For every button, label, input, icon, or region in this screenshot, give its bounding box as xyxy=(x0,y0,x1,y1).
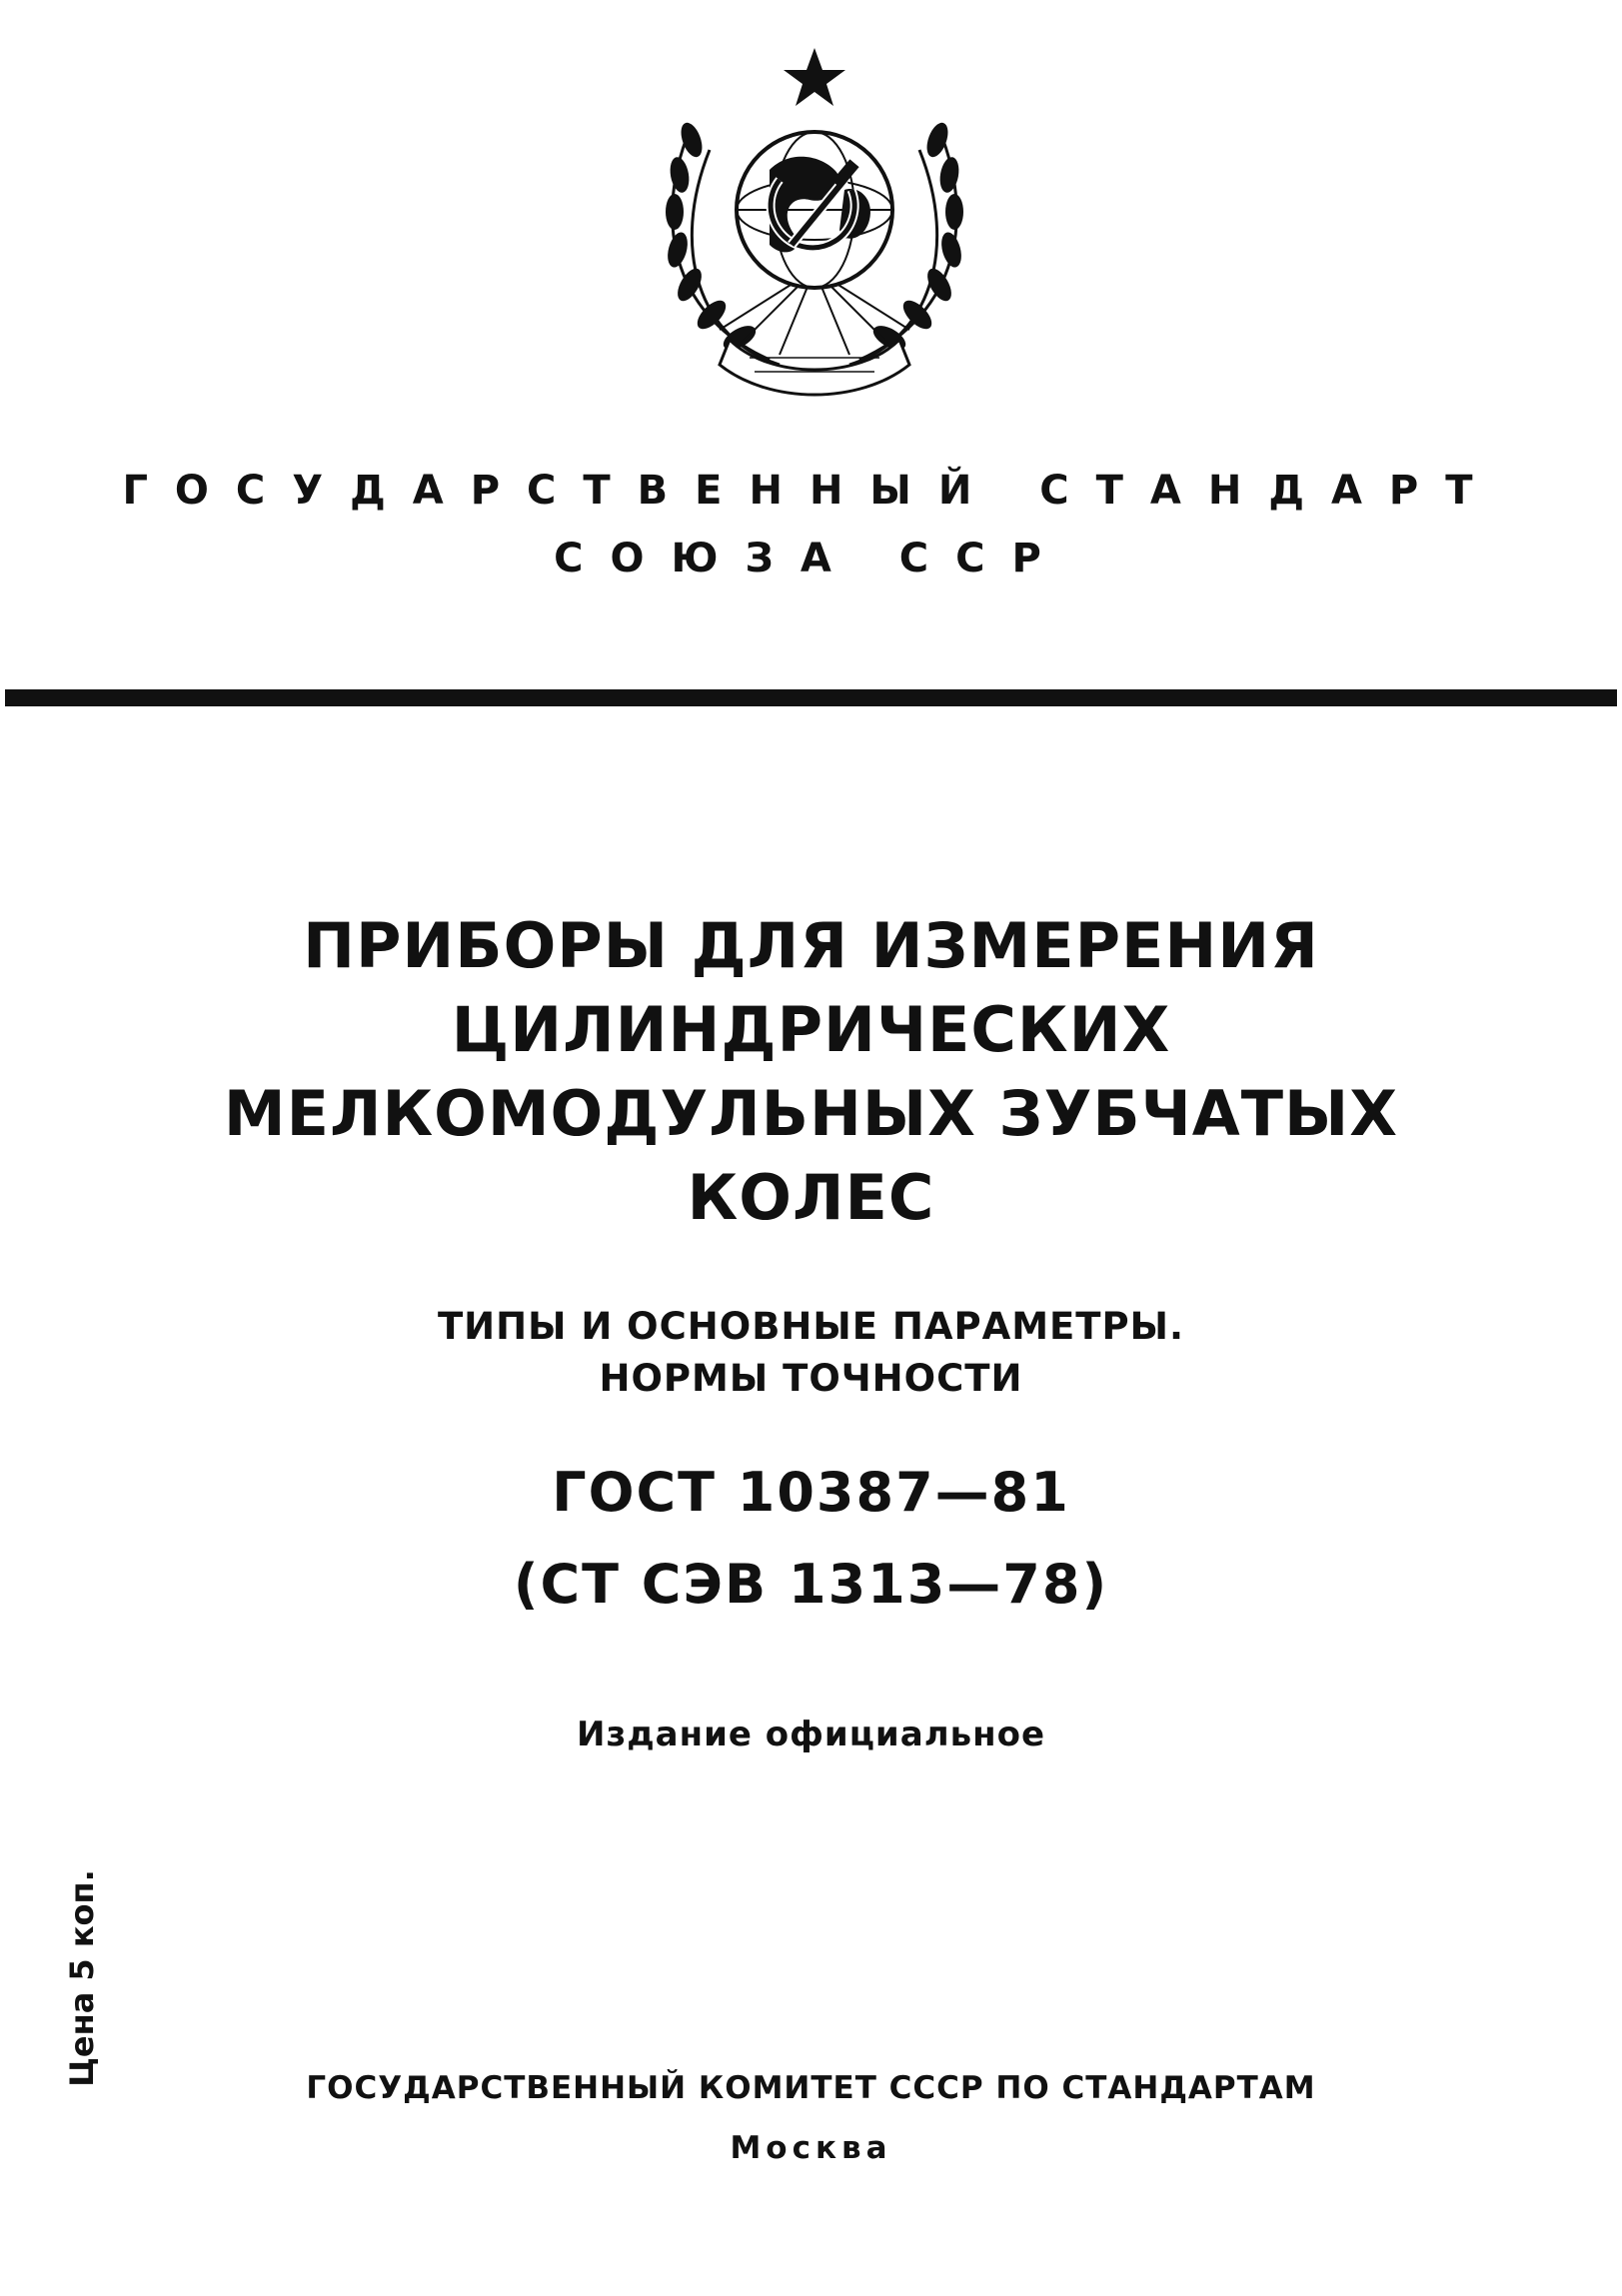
title-line: ЦИЛИНДРИЧЕСКИХ xyxy=(451,993,1171,1066)
header-ussr: СОЮЗА ССР xyxy=(554,536,1068,581)
price-text: Цена 5 коп. xyxy=(63,1869,101,2087)
st-sev-number: (СТ СЭВ 1313—78) xyxy=(513,1553,1109,1616)
subtitle-line: НОРМЫ ТОЧНОСТИ xyxy=(599,1357,1023,1400)
title-line: ПРИБОРЫ ДЛЯ ИЗМЕРЕНИЯ xyxy=(303,909,1319,982)
document-subtitle xyxy=(0,1301,1622,1405)
gost-number: ГОСТ 10387—81 xyxy=(552,1461,1070,1524)
publisher-city: Москва xyxy=(730,2130,892,2166)
standard-designation xyxy=(0,1447,1622,1631)
ussr-state-emblem-icon xyxy=(620,40,1009,420)
header-state-standard: ГОСУДАРСТВЕННЫЙ СТАНДАРТ xyxy=(122,468,1500,514)
subtitle-line: ТИПЫ И ОСНОВНЫЕ ПАРАМЕТРЫ. xyxy=(437,1305,1185,1348)
edition-label: Издание официальное xyxy=(576,1715,1046,1754)
document-title xyxy=(0,904,1622,1240)
publisher-name: ГОСУДАРСТВЕННЫЙ КОМИТЕТ СССР ПО СТАНДАРТАМ xyxy=(306,2070,1316,2106)
title-line: МЕЛКОМОДУЛЬНЫХ ЗУБЧАТЫХ xyxy=(223,1077,1399,1150)
header-divider xyxy=(5,689,1617,706)
title-line: КОЛЕС xyxy=(687,1161,935,1234)
